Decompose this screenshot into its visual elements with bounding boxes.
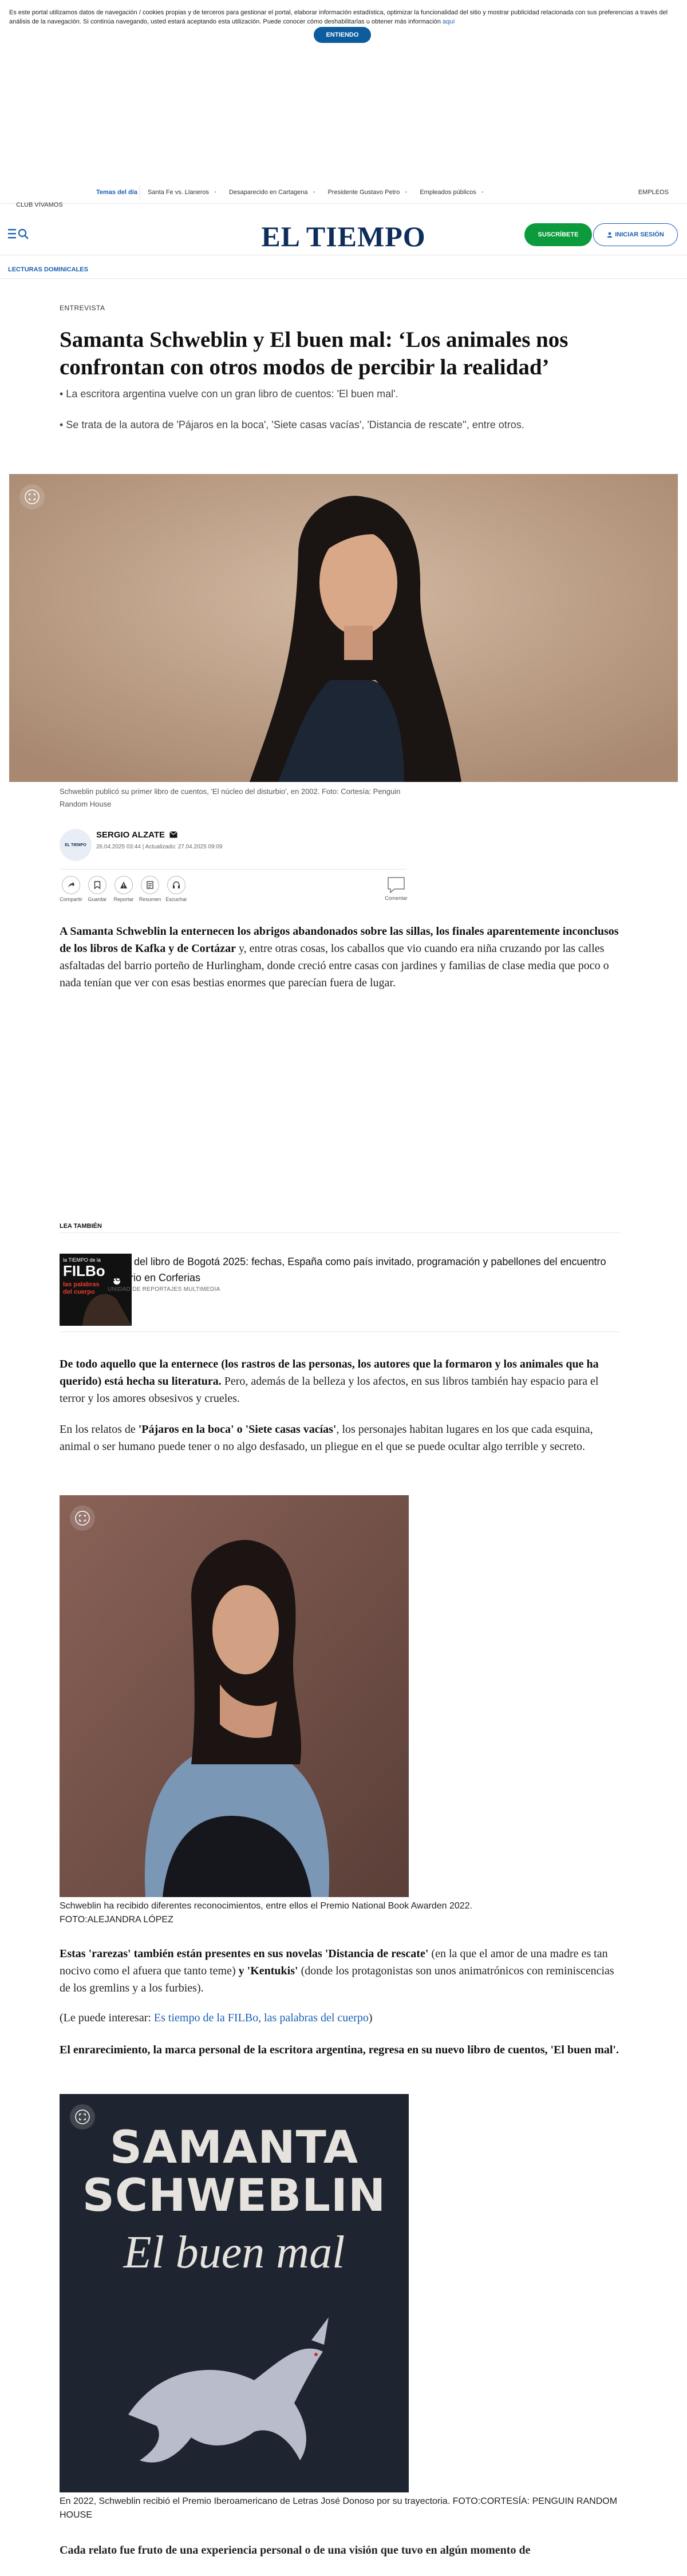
cookie-more-link[interactable]: aquí [443, 18, 455, 25]
paragraph-text: y, entre otras cosas, los caballos que vio cuando era niña cruzando por las calles asfaltadas del barrio porteño de Hurlingham, donde creció entre casas con jardines y familias de clase media que poco o nada tenían que ver con esas bestias enormes que parecían fuera de lugar. [60, 942, 609, 989]
paragraph-text: Pero, además de la belleza y los afectos, en sus libros también hay espacio para el terror y los amores obsesivos y crueles. [60, 1375, 599, 1405]
summary-label: Resumen [139, 896, 161, 902]
article-paragraph [60, 923, 621, 991]
expand-image-icon[interactable] [19, 484, 45, 509]
book-cover-image[interactable] [60, 2094, 409, 2492]
inline-photo-caption: Schweblin ha recibido diferentes reconocimientos, entre ellos el Premio National Book Awarden 2022. FOTO:ALEJANDRA LÓPEZ [60, 1901, 473, 1925]
article-actions [60, 876, 188, 902]
paragraph-lead: A Samanta Schweblin la enternecen los abrigos abandonados sobre las sillas, los finales aparentemente inconclusos de los libros de Kafka y de Cortázar [60, 925, 619, 955]
summary-button[interactable] [139, 876, 161, 902]
publish-date: 26.04.2025 03:44 | Actualizado: 27.04.2025 09:09 [96, 844, 223, 850]
club-vivamos-link[interactable]: CLUB VIVAMOS [16, 202, 63, 208]
trending-link[interactable]: Santa Fe vs. Llaneros • [148, 189, 216, 196]
article-paragraph [60, 2009, 621, 2026]
paragraph-emphasis: Estas 'rarezas' también están presentes en sus novelas 'Distancia de rescate' [60, 1947, 429, 1960]
comment-label: Comentar [385, 895, 408, 901]
hero-portrait [9, 474, 678, 782]
trending-link[interactable]: Desaparecido en Cartagena • [229, 189, 315, 196]
share-button[interactable] [60, 876, 82, 902]
article-paragraph [60, 1356, 621, 1407]
cover-title: El buen mal [123, 2227, 345, 2278]
thumb-caption: la TIEMPO de la [63, 1257, 101, 1263]
article-kicker: ENTREVISTA [60, 304, 105, 312]
paragraph-text: (donde los protagonistas son unos animatrónicos con reminiscencias de los gremlins y a los furbies). [60, 1965, 614, 1994]
author-name[interactable]: SERGIO ALZATE [96, 830, 165, 840]
inline-related-link[interactable]: Es tiempo de la FILBo, las palabras del cuerpo [153, 2012, 369, 2024]
share-icon [67, 881, 75, 889]
trending-bar [0, 182, 687, 204]
comment-button[interactable] [379, 876, 413, 901]
empleos-link[interactable]: EMPLEOS [638, 189, 669, 196]
trending-label: Temas del día [96, 189, 137, 196]
thumb-title: FILBo [63, 1262, 105, 1279]
save-label: Guardar [88, 896, 107, 902]
warning-icon [120, 881, 128, 889]
related-divider [60, 1232, 621, 1233]
paragraph-emphasis: 'Pájaros en la boca' o 'Siete casas vacías' [138, 1423, 337, 1436]
save-button[interactable] [86, 876, 109, 902]
site-logo[interactable]: EL TIEMPO [261, 220, 426, 252]
expand-image-icon[interactable] [70, 1506, 95, 1531]
login-button[interactable] [593, 223, 678, 246]
paragraph-text: ) [368, 2012, 373, 2024]
mail-icon[interactable] [169, 831, 177, 838]
trending-link[interactable]: Empleados públicos • [420, 189, 483, 196]
cookie-text: Es este portal utilizamos datos de navegación / cookies propias y de terceros para gestionar el portal, elaborar información estadística, optimizar la funcionalidad del sitio y mostrar publicidad relacionada con sus preferencias a través del análisis de la navegación. Si continúa navegando, usted estará aceptando esta utilización. Puede conocer cómo deshabilitarlas u obtener más información [9, 9, 668, 25]
user-icon [607, 232, 613, 238]
listen-button[interactable] [165, 876, 188, 902]
paragraph-lead: El enrarecimiento, la marca personal de la escritora argentina, regresa en su nuevo libro de cuentos, 'El buen mal'. [60, 2044, 619, 2056]
report-button[interactable] [112, 876, 135, 902]
hero-caption: Schweblin publicó su primer libro de cuentos, 'El núcleo del disturbio', en 2002. Foto: Cortesía: Penguin Random House [60, 787, 401, 808]
headphones-icon [172, 881, 180, 889]
cookie-accept-button[interactable]: ENTIENDO [314, 27, 371, 43]
thumb-subtitle: del cuerpo [63, 1289, 95, 1295]
related-title[interactable]: Feria del libro de Bogotá 2025: fechas, España como país invitado, programación y pabellones del encuentro literario en Corferias [108, 1256, 606, 1283]
trending-link[interactable]: Presidente Gustavo Petro • [327, 189, 407, 196]
related-category: UNIDAD DE REPORTAJES MULTIMEDIA [108, 1286, 220, 1293]
bookmark-icon [94, 881, 101, 889]
paragraph-text: (Le puede interesar: [60, 2012, 154, 2024]
article-paragraph: Cada relato fue fruto de una experiencia personal o de una visión que tuvo en algún momento de [60, 2544, 531, 2557]
summary-icon [146, 881, 154, 889]
listen-label: Escuchar [165, 896, 187, 902]
inline-photo[interactable] [60, 1495, 409, 1897]
section-divider [0, 278, 687, 279]
author-avatar[interactable]: EL TIEMPO [60, 829, 92, 861]
cover-author-line: SCHWEBLIN [82, 2170, 386, 2222]
trending-links [148, 189, 484, 196]
paragraph-text: (en la que el amor de una madre es tan nocivo como el afuera que tanto teme) [60, 1947, 608, 1977]
cover-author-line: SAMANTA [109, 2122, 359, 2174]
author-divider [60, 869, 406, 870]
expand-image-icon[interactable] [70, 2104, 95, 2129]
paragraph-lead: De todo aquello que la enternece (los rastros de las personas, los autores que la formaron y los animales que ha querido) está hecha su literatura. [60, 1358, 599, 1388]
related-heading: LEA TAMBIÉN [60, 1223, 102, 1230]
thumb-subtitle: las palabras [63, 1281, 100, 1288]
section-breadcrumb[interactable]: LECTURAS DOMINICALES [8, 266, 88, 273]
article-paragraph [60, 1421, 621, 1455]
article-paragraph [60, 1945, 621, 1997]
article-paragraph [60, 2041, 621, 2059]
comment-icon [386, 876, 406, 894]
login-label: INICIAR SESIÓN [615, 231, 664, 238]
report-label: Reportar [113, 896, 134, 902]
share-label: Compartir [60, 896, 82, 902]
cover-author [60, 2124, 409, 2220]
article-title: Samanta Schweblin y El buen mal: ‘Los animales nos confrontan con otros modos de percibir la realidad’ [60, 327, 568, 380]
paragraph-text: , los personajes habitan lugares en los que cada esquina, animal o ser humano puede tener o no algo desfasado, un pliegue en el que se puede ocultar algo terrible y secreto. [60, 1423, 593, 1453]
book-cover-caption: En 2022, Schweblin recibió el Premio Iberoamericano de Letras José Donoso por su trayectoria. FOTO:CORTESÍA: PENGUIN RANDOM HOUSE [60, 2496, 618, 2520]
paragraph-text: En los relatos de [60, 1423, 139, 1436]
subscribe-button[interactable]: SUSCRÍBETE [524, 223, 592, 246]
article-summary-bullet: • La escritora argentina vuelve con un gran libro de cuentos: 'El buen mal'. [60, 388, 398, 400]
paragraph-emphasis: y 'Kentukis' [238, 1965, 298, 1977]
article-summary-bullet: • Se trata de la autora de 'Pájaros en la boca', 'Siete casas vacías', 'Distancia de rescate'', entre otros. [60, 419, 524, 430]
hero-image[interactable] [9, 474, 678, 782]
inline-photo-portrait [60, 1495, 409, 1897]
site-header [0, 213, 687, 255]
